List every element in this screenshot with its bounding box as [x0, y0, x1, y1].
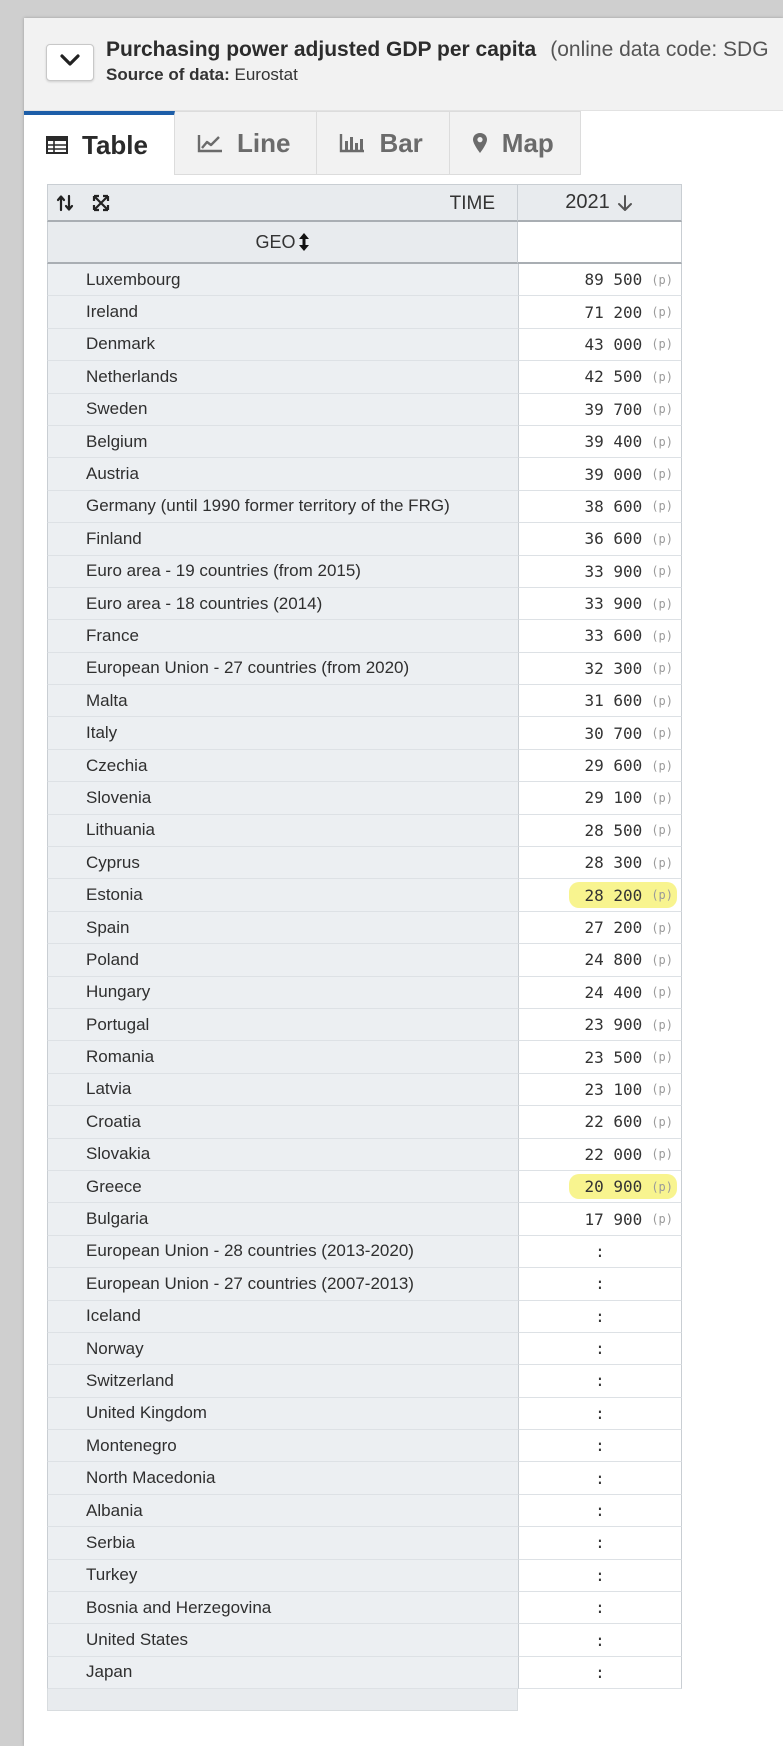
- value-number: 17 900: [584, 1209, 643, 1229]
- missing-value: :: [595, 1533, 605, 1553]
- table-row: [47, 977, 706, 1009]
- provisional-flag: (p): [651, 564, 673, 579]
- missing-value: :: [595, 1662, 605, 1682]
- table-row: [47, 1203, 706, 1235]
- provisional-flag: (p): [651, 661, 673, 676]
- table-row: [47, 458, 706, 490]
- value-cell: [518, 1398, 682, 1430]
- provisional-flag: (p): [651, 628, 673, 643]
- sort-toggle-icon[interactable]: [298, 232, 310, 252]
- value-cell: [518, 556, 682, 588]
- value-cell: [518, 1301, 682, 1333]
- table-row: [47, 685, 706, 717]
- value-number: 22 000: [584, 1144, 643, 1164]
- provisional-flag: (p): [651, 758, 673, 773]
- value-cell: [518, 1560, 682, 1592]
- table-row: [47, 653, 706, 685]
- geo-cell: Slovakia: [47, 1139, 518, 1171]
- geo-cell: Euro area - 19 countries (from 2015): [47, 556, 518, 588]
- missing-value: :: [595, 1468, 605, 1488]
- missing-value: :: [595, 1274, 605, 1294]
- swap-axes-icon[interactable]: [56, 194, 74, 217]
- bar-chart-icon: [339, 133, 365, 153]
- value-number: 39 400: [584, 432, 643, 452]
- geo-cell: Japan: [47, 1657, 518, 1689]
- value-cell: [518, 1106, 682, 1138]
- value-cell: [518, 944, 682, 976]
- value-cell: [518, 491, 682, 523]
- provisional-flag: (p): [651, 1050, 673, 1065]
- table-row: [47, 1041, 706, 1073]
- geo-cell: Latvia: [47, 1074, 518, 1106]
- table-row: [47, 1074, 706, 1106]
- missing-value: :: [595, 1403, 605, 1423]
- table-row: [47, 717, 706, 749]
- value-number: 43 000: [584, 334, 643, 354]
- value-cell: [518, 1041, 682, 1073]
- provisional-flag: (p): [651, 952, 673, 967]
- value-cell: [518, 264, 682, 296]
- geo-cell: Czechia: [47, 750, 518, 782]
- value-cell: [518, 782, 682, 814]
- geo-cell: Romania: [47, 1041, 518, 1073]
- geo-cell: Montenegro: [47, 1430, 518, 1462]
- view-tabs: [24, 111, 581, 193]
- value-number: 23 900: [584, 1015, 643, 1035]
- dataset-title: Purchasing power adjusted GDP per capita: [106, 38, 537, 61]
- missing-value: :: [595, 1306, 605, 1326]
- provisional-flag: (p): [651, 985, 673, 1000]
- geo-cell: United States: [47, 1624, 518, 1656]
- geo-cell: Lithuania: [47, 815, 518, 847]
- value-number: 71 200: [584, 302, 643, 322]
- value-cell: [518, 1139, 682, 1171]
- map-pin-icon: [472, 132, 488, 154]
- geo-cell: Cyprus: [47, 847, 518, 879]
- value-cell: [518, 1171, 682, 1203]
- missing-value: :: [595, 1501, 605, 1521]
- table-row: [47, 394, 706, 426]
- geo-cell: Portugal: [47, 1009, 518, 1041]
- provisional-flag: (p): [651, 693, 673, 708]
- value-cell: [518, 1203, 682, 1235]
- value-cell: [518, 588, 682, 620]
- value-cell: [518, 1268, 682, 1300]
- geo-cell: Greece: [47, 1171, 518, 1203]
- table-row: [47, 556, 706, 588]
- value-number: 31 600: [584, 691, 643, 711]
- geo-cell: Slovenia: [47, 782, 518, 814]
- table-row: [47, 1592, 706, 1624]
- value-number: 32 300: [584, 658, 643, 678]
- value-cell: [518, 1462, 682, 1494]
- geo-cell: Austria: [47, 458, 518, 490]
- value-number: 42 500: [584, 367, 643, 387]
- geo-cell: Iceland: [47, 1301, 518, 1333]
- value-number: 23 500: [584, 1047, 643, 1067]
- source-label: Source of data:: [106, 65, 230, 84]
- value-number: 39 700: [584, 399, 643, 419]
- value-number: 24 800: [584, 950, 643, 970]
- geo-cell: Serbia: [47, 1527, 518, 1559]
- value-number: 22 600: [584, 1112, 643, 1132]
- provisional-flag: (p): [651, 790, 673, 805]
- value-cell: [518, 394, 682, 426]
- value-cell: [518, 1009, 682, 1041]
- value-number: 30 700: [584, 723, 643, 743]
- geo-cell: Ireland: [47, 296, 518, 328]
- dataset-code: (online data code: SDG: [550, 38, 769, 61]
- table-row: [47, 1527, 706, 1559]
- tab-line[interactable]: [175, 111, 317, 175]
- table-row: [47, 912, 706, 944]
- provisional-flag: (p): [651, 1147, 673, 1162]
- value-cell: [518, 523, 682, 555]
- table-row: [47, 847, 706, 879]
- geo-header[interactable]: [47, 222, 518, 264]
- geo-cell: European Union - 27 countries (2007-2013): [47, 1268, 518, 1300]
- value-cell: [518, 912, 682, 944]
- value-cell: [518, 1365, 682, 1397]
- dataset-header: [24, 18, 783, 111]
- value-number: 36 600: [584, 529, 643, 549]
- provisional-flag: (p): [651, 920, 673, 935]
- table-row: [47, 1009, 706, 1041]
- value-number: 33 600: [584, 626, 643, 646]
- source-value: Eurostat: [234, 65, 298, 84]
- value-cell: [518, 361, 682, 393]
- table-row: [47, 329, 706, 361]
- geo-cell: Netherlands: [47, 361, 518, 393]
- data-source: [106, 65, 298, 85]
- missing-value: :: [595, 1371, 605, 1391]
- table-row: [47, 426, 706, 458]
- table-row: [47, 1560, 706, 1592]
- value-cell: [518, 1333, 682, 1365]
- value-cell: [518, 1430, 682, 1462]
- value-cell: [518, 329, 682, 361]
- value-cell: [518, 847, 682, 879]
- table-row: [47, 782, 706, 814]
- value-cell: [518, 685, 682, 717]
- provisional-flag: (p): [651, 467, 673, 482]
- value-number: 33 900: [584, 594, 643, 614]
- geo-cell: Turkey: [47, 1560, 518, 1592]
- table-row: [47, 1462, 706, 1494]
- tab-table-label: Table: [82, 129, 148, 160]
- geo-label: GEO: [255, 231, 296, 252]
- value-cell: [518, 1236, 682, 1268]
- geo-cell: Germany (until 1990 former territory of the FRG): [47, 491, 518, 523]
- geo-cell: Spain: [47, 912, 518, 944]
- geo-cell: Switzerland: [47, 1365, 518, 1397]
- value-cell: [518, 620, 682, 652]
- value-number: 20 900: [584, 1177, 643, 1197]
- blank-header-cell: [518, 222, 682, 264]
- page: [24, 18, 783, 1746]
- geo-cell: Albania: [47, 1495, 518, 1527]
- provisional-flag: (p): [651, 1212, 673, 1227]
- provisional-flag: (p): [651, 402, 673, 417]
- provisional-flag: (p): [651, 596, 673, 611]
- geo-header-row: [47, 222, 706, 264]
- value-cell: [518, 1657, 682, 1689]
- value-number: 28 300: [584, 853, 643, 873]
- table-row: [47, 1657, 706, 1689]
- value-number: 33 900: [584, 561, 643, 581]
- provisional-flag: (p): [651, 855, 673, 870]
- geo-cell: United Kingdom: [47, 1398, 518, 1430]
- provisional-flag: (p): [651, 369, 673, 384]
- table-row: [47, 815, 706, 847]
- table-row: [47, 1333, 706, 1365]
- tab-line-label: Line: [236, 127, 291, 158]
- tab-bar[interactable]: [317, 111, 449, 175]
- provisional-flag: (p): [651, 888, 673, 903]
- table-row: [47, 1624, 706, 1656]
- table-row: [47, 1236, 706, 1268]
- geo-cell: Bosnia and Herzegovina: [47, 1592, 518, 1624]
- table-row: [47, 361, 706, 393]
- table-row: [47, 523, 706, 555]
- geo-cell: Italy: [47, 717, 518, 749]
- provisional-flag: (p): [651, 726, 673, 741]
- geo-cell: Luxembourg: [47, 264, 518, 296]
- geo-cell: Denmark: [47, 329, 518, 361]
- table-row: [47, 1430, 706, 1462]
- geo-cell: Bulgaria: [47, 1203, 518, 1235]
- value-cell: [518, 1592, 682, 1624]
- provisional-flag: (p): [651, 1114, 673, 1129]
- collapse-button[interactable]: [46, 44, 94, 81]
- table-row: [47, 879, 706, 911]
- dataset-title-line: [106, 38, 769, 62]
- value-number: 29 100: [584, 788, 643, 808]
- table-row: [47, 1365, 706, 1397]
- table-row: [47, 750, 706, 782]
- year-label: 2021: [565, 191, 610, 213]
- table-row: [47, 620, 706, 652]
- table-row: [47, 1106, 706, 1138]
- value-number: 23 100: [584, 1079, 643, 1099]
- table-row: [47, 491, 706, 523]
- value-cell: [518, 1495, 682, 1527]
- provisional-flag: (p): [651, 823, 673, 838]
- geo-cell: Hungary: [47, 977, 518, 1009]
- table-icon: [46, 136, 68, 154]
- geo-cell: France: [47, 620, 518, 652]
- table-row: [47, 1301, 706, 1333]
- value-cell: [518, 458, 682, 490]
- provisional-flag: (p): [651, 499, 673, 514]
- table-header-row: [47, 184, 706, 222]
- value-cell: [518, 977, 682, 1009]
- geo-cell: European Union - 27 countries (from 2020): [47, 653, 518, 685]
- table-row: [47, 1495, 706, 1527]
- geo-cell: Finland: [47, 523, 518, 555]
- geo-cell: Euro area - 18 countries (2014): [47, 588, 518, 620]
- provisional-flag: (p): [651, 1017, 673, 1032]
- table-row: [47, 944, 706, 976]
- provisional-flag: (p): [651, 434, 673, 449]
- value-number: 24 400: [584, 982, 643, 1002]
- value-number: 39 000: [584, 464, 643, 484]
- tab-table[interactable]: [24, 111, 175, 175]
- value-number: 89 500: [584, 270, 643, 290]
- geo-cell: Poland: [47, 944, 518, 976]
- geo-cell: Croatia: [47, 1106, 518, 1138]
- missing-value: :: [595, 1436, 605, 1456]
- geo-cell: Norway: [47, 1333, 518, 1365]
- value-cell: [518, 653, 682, 685]
- missing-value: :: [595, 1598, 605, 1618]
- missing-value: :: [595, 1339, 605, 1359]
- geo-cell: Sweden: [47, 394, 518, 426]
- line-chart-icon: [197, 133, 223, 153]
- table-row: [47, 1139, 706, 1171]
- time-header-cell: [47, 184, 518, 222]
- value-cell: [518, 296, 682, 328]
- geo-cell: Malta: [47, 685, 518, 717]
- provisional-flag: (p): [651, 305, 673, 320]
- value-cell: [518, 879, 682, 911]
- expand-icon[interactable]: [92, 194, 110, 217]
- tab-map-label: Map: [501, 127, 554, 158]
- time-label: TIME: [449, 193, 495, 214]
- value-cell: [518, 426, 682, 458]
- value-number: 28 500: [584, 820, 643, 840]
- missing-value: :: [595, 1241, 605, 1261]
- year-header[interactable]: [518, 184, 682, 222]
- provisional-flag: (p): [651, 337, 673, 352]
- value-cell: [518, 717, 682, 749]
- provisional-flag: (p): [651, 1082, 673, 1097]
- value-cell: [518, 1074, 682, 1106]
- tab-map[interactable]: [450, 111, 581, 175]
- missing-value: :: [595, 1565, 605, 1585]
- table-body: [47, 264, 706, 1689]
- value-number: 38 600: [584, 496, 643, 516]
- table-row: [47, 1398, 706, 1430]
- missing-value: :: [595, 1630, 605, 1650]
- tab-bar-label: Bar: [379, 127, 423, 158]
- value-number: 29 600: [584, 756, 643, 776]
- chevron-down-icon: [60, 53, 80, 72]
- value-number: 27 200: [584, 918, 643, 937]
- value-cell: [518, 1624, 682, 1656]
- geo-cell: North Macedonia: [47, 1462, 518, 1494]
- table-row: [47, 1268, 706, 1300]
- table-row: [47, 264, 706, 296]
- table-footer: [47, 1689, 518, 1711]
- value-cell: [518, 750, 682, 782]
- data-table: [47, 184, 706, 1711]
- provisional-flag: (p): [651, 1179, 673, 1194]
- value-cell: [518, 815, 682, 847]
- table-row: [47, 296, 706, 328]
- geo-cell: Estonia: [47, 879, 518, 911]
- geo-cell: European Union - 28 countries (2013-2020): [47, 1236, 518, 1268]
- provisional-flag: (p): [651, 531, 673, 546]
- table-row: [47, 1171, 706, 1203]
- geo-cell: Belgium: [47, 426, 518, 458]
- value-cell: [518, 1527, 682, 1559]
- sort-descending-icon[interactable]: [616, 194, 634, 212]
- table-row: [47, 588, 706, 620]
- provisional-flag: (p): [651, 272, 673, 287]
- value-number: 28 200: [584, 885, 643, 905]
